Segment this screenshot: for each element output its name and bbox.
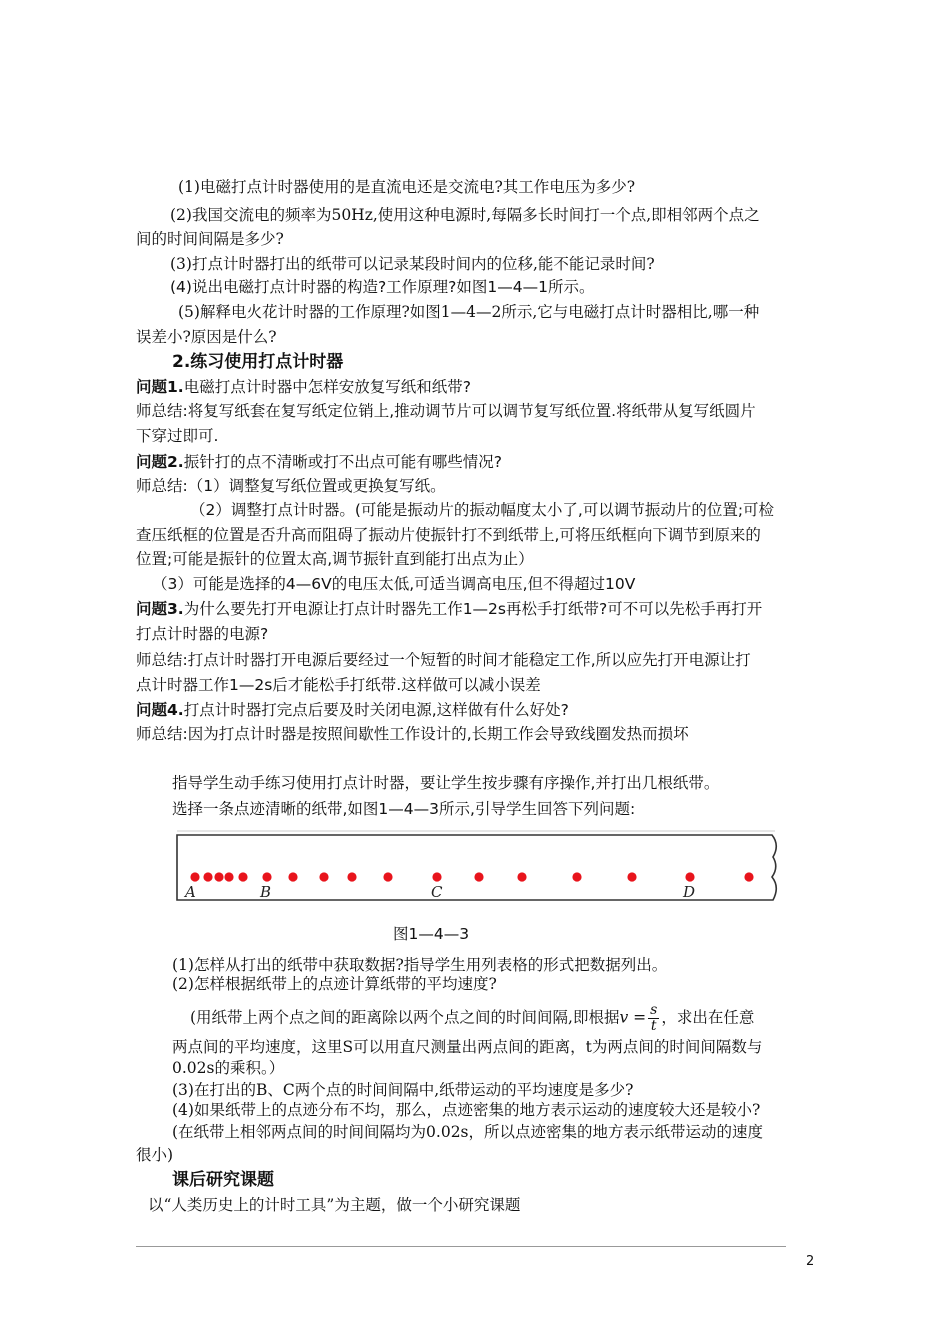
problem-1-answer-line-2: 下穿过即可. — [136, 427, 219, 445]
tape-dot — [517, 872, 526, 881]
tape-dot — [190, 872, 199, 881]
question-4: (4)说出电磁打点计时器的构造?工作原理?如图1—4—1所示。 — [170, 278, 595, 296]
tape-dot — [262, 872, 271, 881]
tape-dot — [224, 872, 233, 881]
problem-3-answer-line-1: 师总结:打点计时器打开电源后要经过一个短暂的时间才能稳定工作,所以应先打开电源让打 — [136, 651, 751, 669]
problem-3-text: 为什么要先打开电源让打点计时器先工作1—2s再松手打纸带?可不可以先松手再打开 — [183, 600, 763, 618]
formula-numerator: s — [650, 1002, 658, 1018]
tape-dot — [572, 872, 581, 881]
problem-1-label: 问题1. — [136, 378, 184, 396]
analysis-4-note-line-2: 很小) — [136, 1146, 174, 1164]
tape-dot — [319, 872, 328, 881]
tape-dot — [238, 872, 247, 881]
guide-line-1: 指导学生动手练习使用打点计时器，要让学生按步骤有序操作,并打出几根纸带。 — [172, 774, 720, 792]
analysis-4: (4)如果纸带上的点迹分布不均，那么，点迹密集的地方表示运动的速度较大还是较小? — [172, 1101, 761, 1119]
question-5-line-1: (5)解释电火花计时器的工作原理?如图1—4—2所示,它与电磁打点计时器相比,哪一种 — [178, 303, 760, 321]
question-5-line-2: 误差小?原因是什么? — [136, 328, 277, 346]
question-3: (3)打点计时器打出的纸带可以记录某段时间内的位移,能不能记录时间? — [170, 255, 655, 273]
tape-dot — [288, 872, 297, 881]
tape-dot — [627, 872, 636, 881]
tape-dot — [744, 872, 753, 881]
tape-dot — [203, 872, 212, 881]
tape-dot — [347, 872, 356, 881]
analysis-3: (3)在打出的B、C两个点的时间间隔中,纸带运动的平均速度是多少? — [172, 1081, 634, 1099]
problem-3-answer-line-2: 点计时器工作1—2s后才能松手打纸带.这样做可以减小误差 — [136, 676, 541, 694]
tape-dot — [383, 872, 392, 881]
problem-2-answer-1: 师总结:（1）调整复写纸位置或更换复写纸。 — [136, 477, 446, 495]
problem-1-answer-line-1: 师总结:将复写纸套在复写纸定位销上,推动调节片可以调节复写纸位置.将纸带从复写纸圆片 — [136, 402, 756, 420]
after-class-text: 以“人类历史上的计时工具”为主题，做一个小研究课题 — [148, 1196, 521, 1214]
figure-caption: 图1—4—3 — [393, 925, 470, 943]
section-2-title: 2.练习使用打点计时器 — [172, 352, 344, 372]
page-number: 2 — [806, 1254, 815, 1269]
formula-denominator: t — [650, 1018, 657, 1034]
tape-dot — [214, 872, 223, 881]
question-1: (1)电磁打点计时器使用的是直流电还是交流电?其工作电压为多少? — [178, 178, 636, 196]
problem-1 — [136, 377, 471, 397]
analysis-2-note-pre: (用纸带上两个点之间的距离除以两个点之间的时间间隔,即根据 — [190, 1008, 620, 1027]
tape-dot — [685, 872, 694, 881]
paper-tape-figure — [175, 815, 787, 915]
footer-rule — [136, 1246, 786, 1247]
problem-2-answer-2-line-1: （2）调整打点计时器。(可能是振动片的振动幅度太小了,可以调节振动片的位置;可检 — [190, 501, 775, 519]
guide-line-2: 选择一条点迹清晰的纸带,如图1—4—3所示,引导学生回答下列问题: — [172, 800, 636, 818]
tape-point-label-d: D — [683, 883, 696, 901]
question-2-line-1: (2)我国交流电的频率为50Hz,使用这种电源时,每隔多长时间打一个点,即相邻两个点之 — [170, 206, 760, 224]
problem-4 — [136, 700, 569, 720]
analysis-4-note-line-1: (在纸带上相邻两点间的时间间隔均为0.02s，所以点迹密集的地方表示纸带运动的速度 — [172, 1123, 764, 1141]
analysis-2-note-line-1 — [190, 1003, 754, 1034]
analysis-2-note-post: ，求出在任意 — [661, 1008, 755, 1027]
problem-2-answer-2-line-2: 查压纸框的位置是否升高而阻碍了振动片使振针打不到纸带上,可将压纸框向下调节到原来的 — [136, 526, 761, 544]
problem-3-label: 问题3. — [136, 600, 184, 618]
tape-point-label-a: A — [185, 883, 196, 901]
tape-dot — [474, 872, 483, 881]
tape-point-label-b: B — [260, 883, 272, 901]
problem-2-text: 振针打的点不清晰或打不出点可能有哪些情况? — [183, 453, 502, 471]
problem-4-answer: 师总结:因为打点计时器是按照间歇性工作设计的,长期工作会导致线圈发热而损坏 — [136, 725, 689, 743]
problem-3-line-2: 打点计时器的电源? — [136, 625, 269, 643]
analysis-1: (1)怎样从打出的纸带中获取数据?指导学生用列表格的形式把数据列出。 — [172, 956, 668, 974]
problem-4-text: 打点计时器打完点后要及时关闭电源,这样做有什么好处? — [183, 701, 569, 719]
analysis-2-note-line-3: 0.02s的乘积。） — [172, 1059, 285, 1077]
problem-1-text: 电磁打点计时器中怎样安放复写纸和纸带? — [183, 378, 471, 396]
problem-2-answer-3: （3）可能是选择的4—6V的电压太低,可适当调高电压,但不得超过10V — [152, 575, 636, 593]
tape-point-label-c: C — [431, 883, 443, 901]
analysis-2-note-line-2: 两点间的平均速度，这里S可以用直尺测量出两点间的距离，t为两点间的时间间隔数与 — [172, 1038, 763, 1056]
after-class-title: 课后研究课题 — [172, 1170, 274, 1190]
problem-4-label: 问题4. — [136, 701, 184, 719]
problem-2 — [136, 452, 502, 472]
problem-2-answer-2-line-3: 位置;可能是振针的位置太高,调节振针直到能打出点为止） — [136, 550, 534, 568]
formula-lhs: v = — [619, 1008, 647, 1027]
question-2-line-2: 间的时间间隔是多少? — [136, 230, 284, 248]
formula-fraction — [648, 1003, 659, 1034]
problem-2-label: 问题2. — [136, 453, 184, 471]
analysis-2: (2)怎样根据纸带上的点迹计算纸带的平均速度? — [172, 975, 497, 993]
tape-dot — [432, 872, 441, 881]
problem-3-line-1 — [136, 599, 762, 619]
